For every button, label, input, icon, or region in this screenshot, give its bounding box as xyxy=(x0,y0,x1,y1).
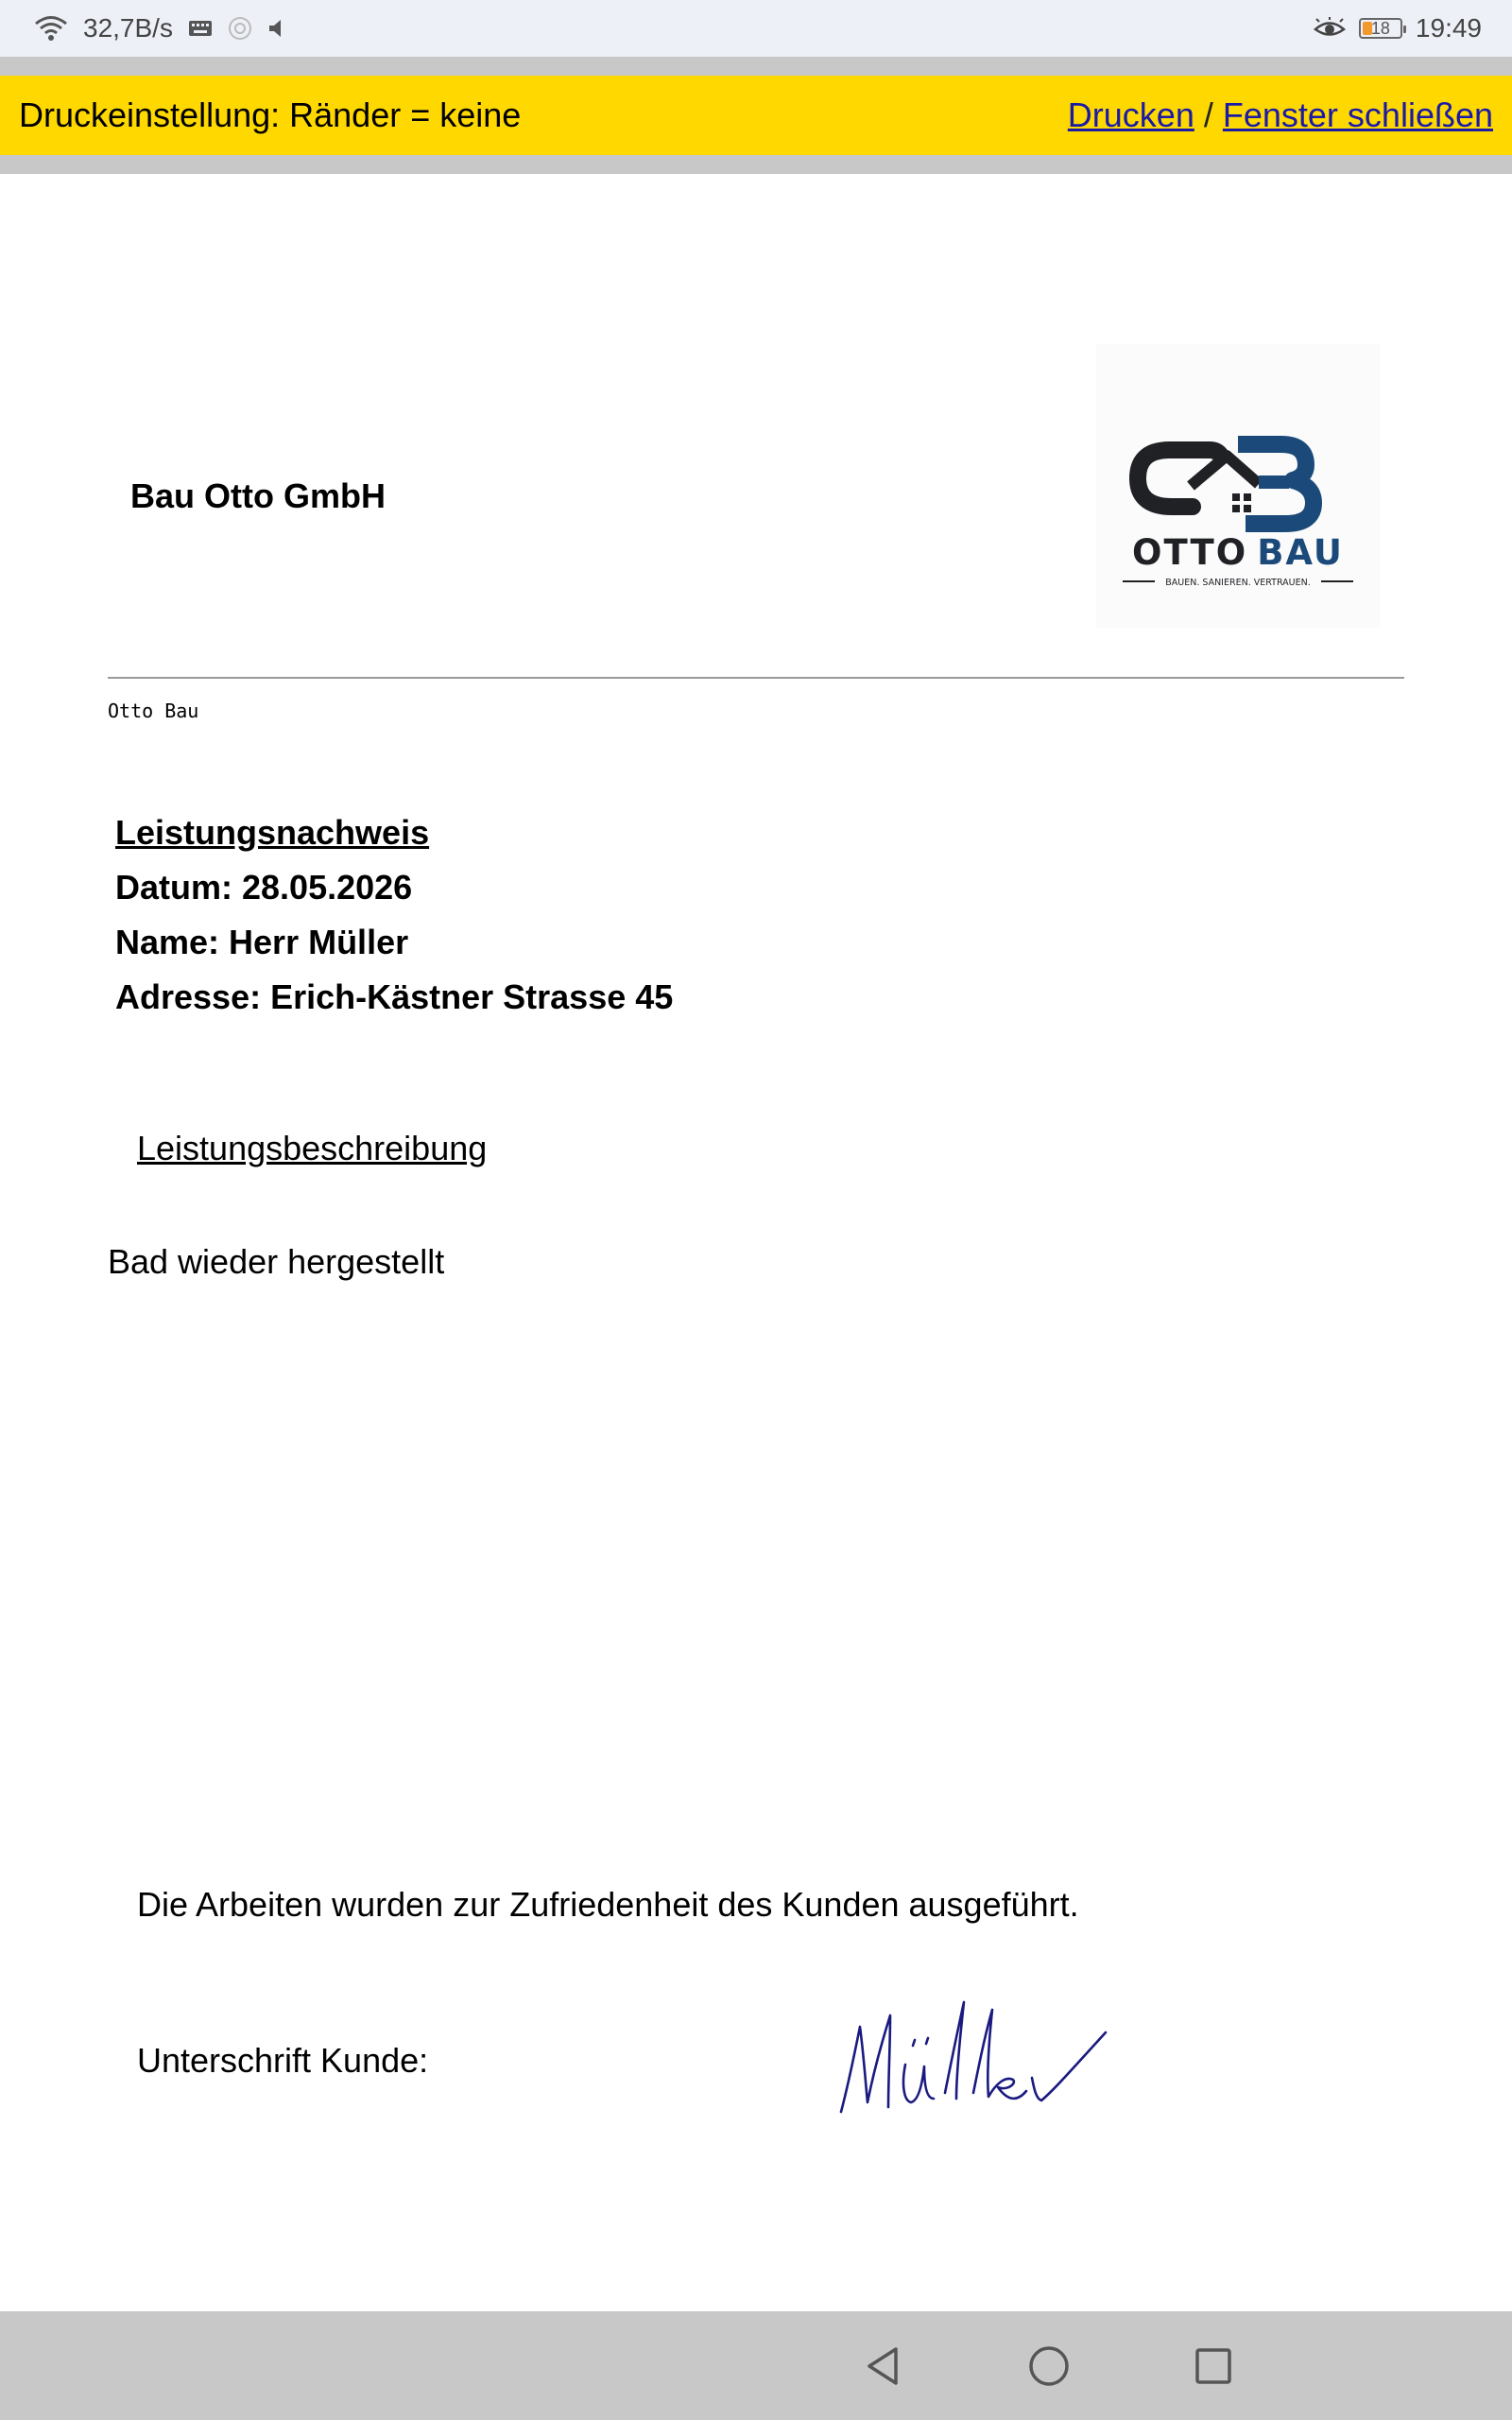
status-bar-left xyxy=(0,13,286,43)
status-bar-right xyxy=(1314,13,1512,43)
logo-tagline: BAUEN. SANIEREN. VERTRAUEN. xyxy=(1165,578,1311,588)
signature-label: Unterschrift Kunde: xyxy=(137,2041,429,2080)
home-button[interactable] xyxy=(1021,2338,1077,2394)
svg-text:OTTOBAU xyxy=(1132,532,1344,573)
clock: 19:49 xyxy=(1415,13,1482,43)
sender-line: Otto Bau xyxy=(108,700,199,722)
eye-comfort-icon xyxy=(1314,17,1346,40)
back-button[interactable] xyxy=(854,2338,911,2394)
home-icon xyxy=(1021,2338,1077,2394)
recents-icon xyxy=(1185,2338,1242,2394)
toolbar-links xyxy=(1068,95,1493,135)
print-toolbar xyxy=(0,76,1512,155)
vpn-icon xyxy=(228,16,252,41)
divider-band-bottom xyxy=(0,155,1512,174)
back-icon xyxy=(854,2338,911,2394)
report-heading: Leistungsnachweis xyxy=(115,813,430,852)
recents-button[interactable] xyxy=(1185,2338,1242,2394)
document-page xyxy=(0,174,1512,2310)
company-name: Bau Otto GmbH xyxy=(130,476,386,515)
keyboard-icon xyxy=(188,20,213,37)
wifi-icon xyxy=(34,15,68,42)
close-window-link[interactable]: Fenster schließen xyxy=(1222,95,1493,134)
date-line: Datum: 28.05.2026 xyxy=(115,868,413,907)
company-logo xyxy=(1096,344,1380,628)
service-description: Bad wieder hergestellt xyxy=(108,1242,445,1281)
link-separator: / xyxy=(1203,95,1213,134)
divider-band-top xyxy=(0,57,1512,76)
customer-signature xyxy=(832,1989,1115,2121)
status-bar xyxy=(0,0,1512,57)
customer-name-line: Name: Herr Müller xyxy=(115,923,409,961)
battery-icon xyxy=(1359,18,1402,39)
address-line: Adresse: Erich-Kästner Strasse 45 xyxy=(115,977,674,1016)
system-navigation-bar xyxy=(0,2311,1512,2420)
print-setting-hint: Druckeinstellung: Ränder = keine xyxy=(19,95,522,134)
completion-statement: Die Arbeiten wurden zur Zufriedenheit des Kunden ausgeführt. xyxy=(137,1885,1079,1924)
print-link[interactable]: Drucken xyxy=(1067,95,1194,134)
volume-icon xyxy=(267,18,286,39)
service-description-title: Leistungsbeschreibung xyxy=(137,1129,488,1167)
logo-word-otto: OTTO xyxy=(1132,532,1248,573)
report-info xyxy=(115,805,673,1025)
header-divider xyxy=(108,677,1404,679)
net-speed: 32,7B/s xyxy=(83,13,173,43)
logo-word-bau: BAU xyxy=(1257,532,1344,573)
battery-level: 18 xyxy=(1370,19,1390,38)
